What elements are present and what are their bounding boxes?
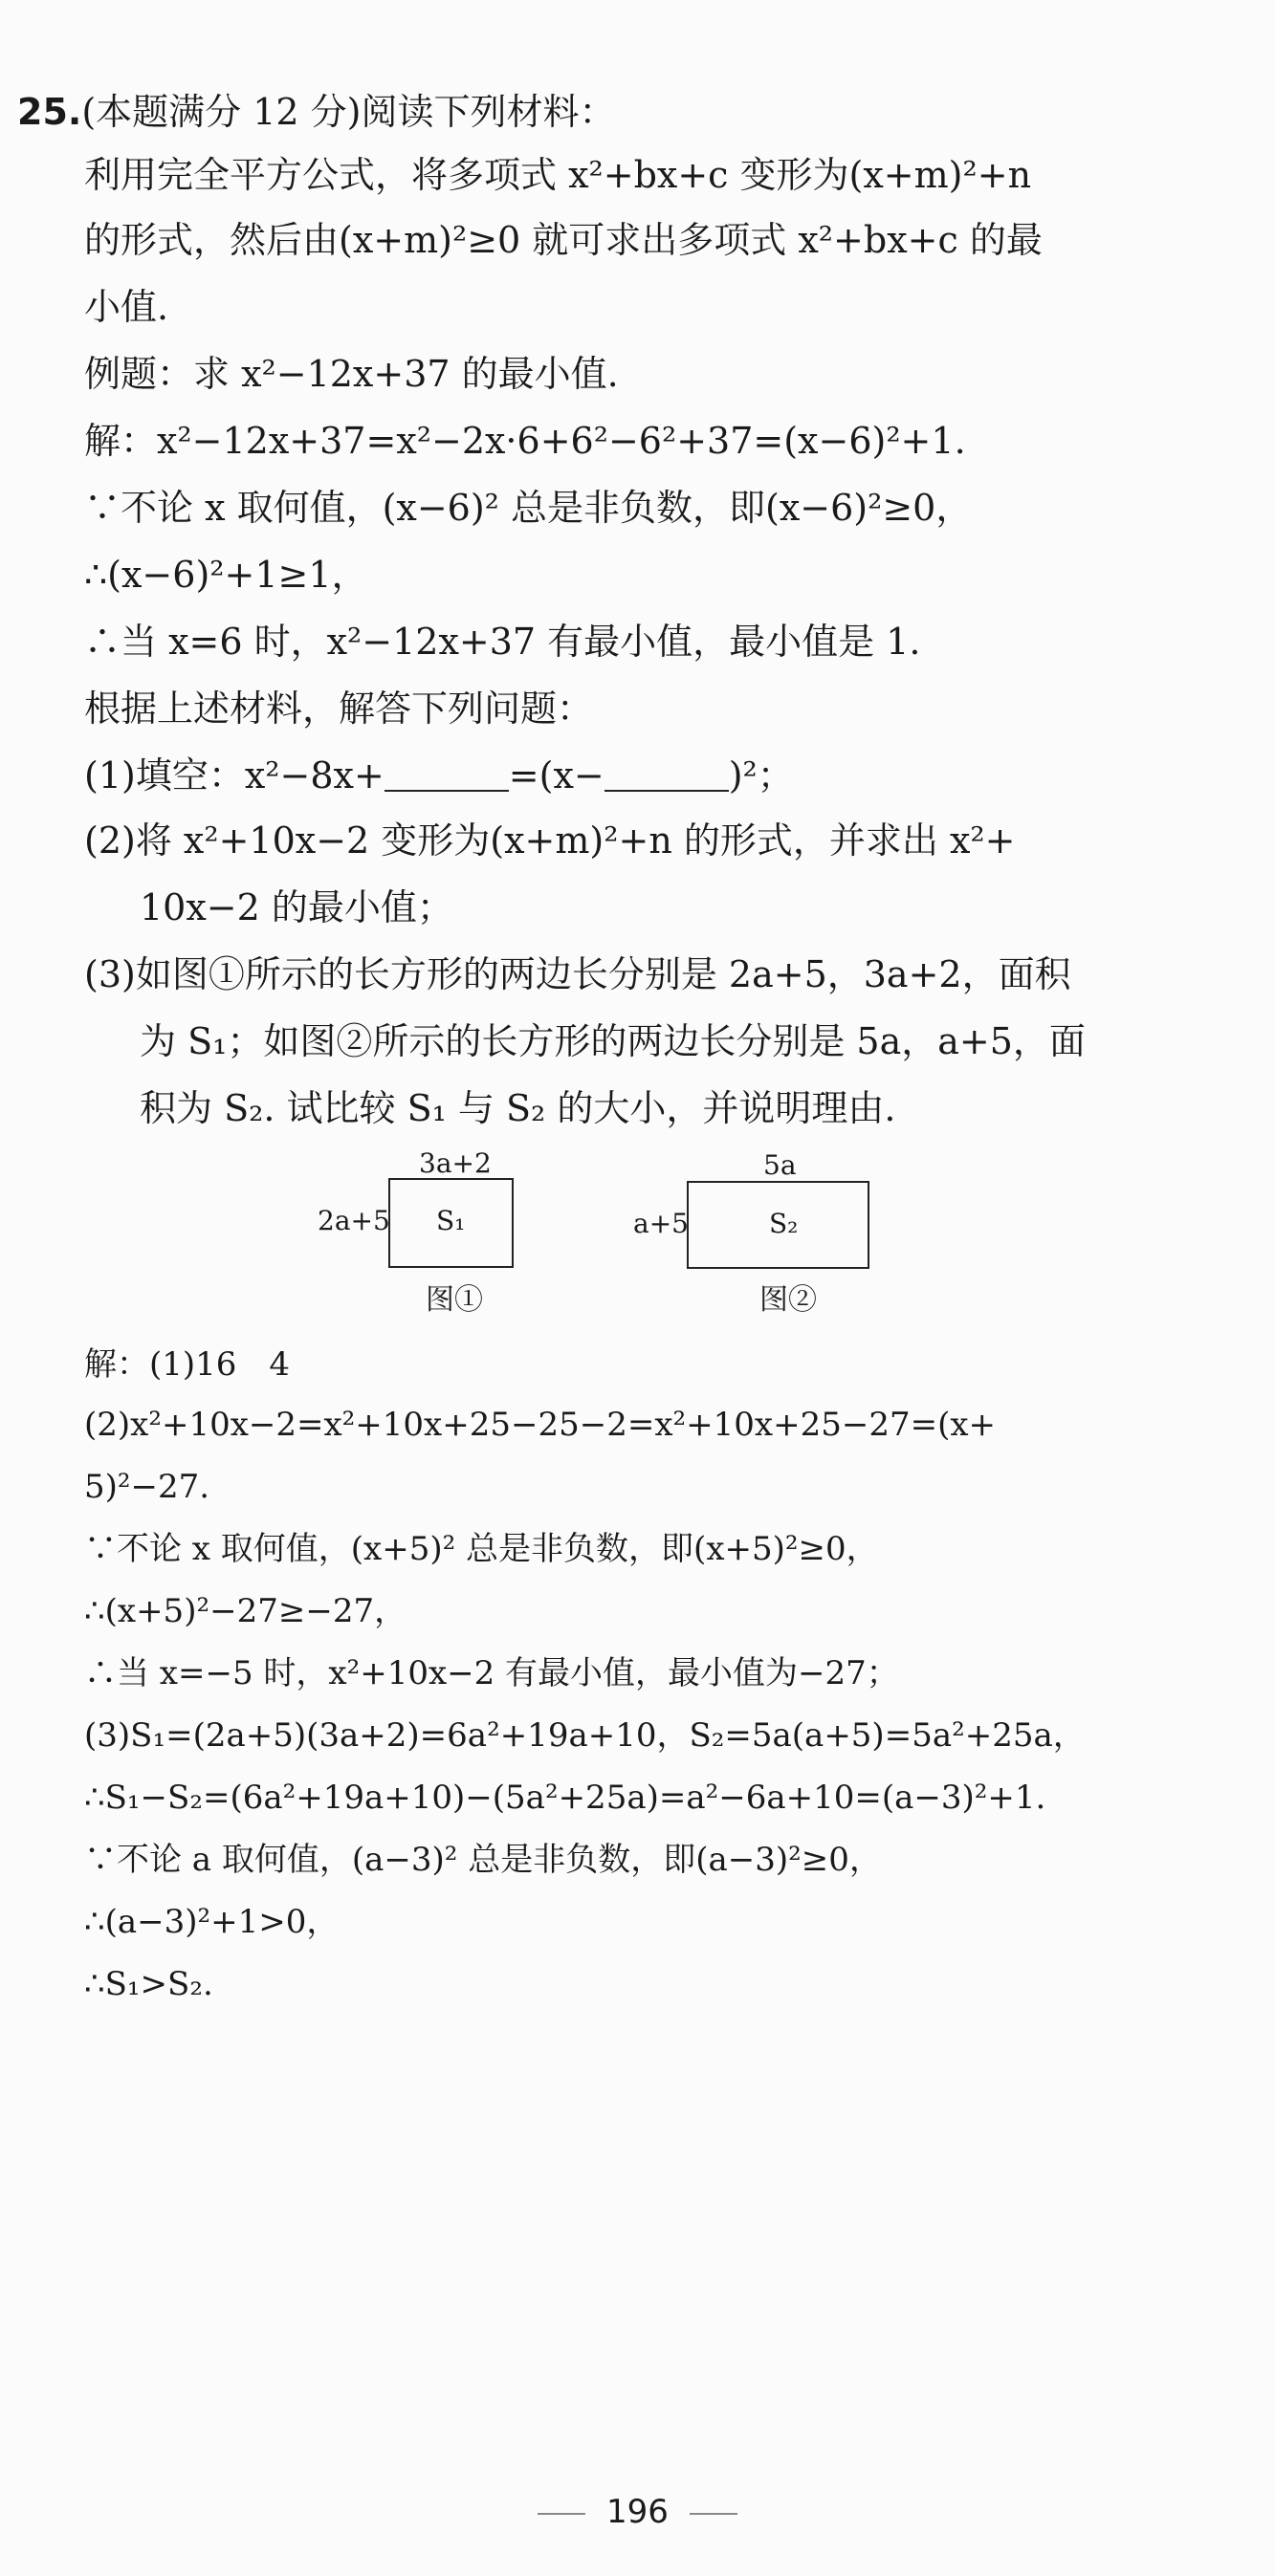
material-line: 根据上述材料，解答下列问题： <box>84 688 594 730</box>
footer-dash <box>538 2513 585 2515</box>
question-1-part-c: )²； <box>728 754 794 797</box>
material-line: 小值. <box>84 286 169 328</box>
material-line: 解：x²−12x+37=x²−2x·6+6²−6²+37=(x−6)²+1. <box>84 420 966 462</box>
question-3-line: 为 S₁；如图②所示的长方形的两边长分别是 5a，a+5，面 <box>140 1020 1086 1062</box>
question-2-line: (2)将 x²+10x−2 变形为(x+m)²+n 的形式，并求出 x²+ <box>84 819 1016 862</box>
solution-line: ∴(a−3)²+1>0， <box>84 1903 340 1941</box>
question-3-line: (3)如图①所示的长方形的两边长分别是 2a+5，3a+2，面积 <box>84 953 1071 995</box>
answer-blank <box>605 761 729 792</box>
figure-2-caption: 图② <box>759 1283 817 1317</box>
solution-line: (3)S₁=(2a+5)(3a+2)=6a²+19a+10，S₂=5a(a+5)=5a²+25a， <box>84 1716 1086 1755</box>
material-line: ∴(x−6)²+1≥1， <box>84 554 368 596</box>
solution-line: ∴S₁>S₂. <box>84 1965 213 2003</box>
material-line: ∵不论 x 取何值，(x−6)² 总是非负数，即(x−6)²≥0， <box>84 487 973 529</box>
solution-line: ∴(x+5)²−27≥−27， <box>84 1592 407 1630</box>
question-2-line: 10x−2 的最小值； <box>140 886 453 928</box>
solution-line: ∴当 x=−5 时，x²+10x−2 有最小值，最小值为−27； <box>84 1654 899 1692</box>
figure-1-side-label: 2a+5 <box>318 1205 390 1236</box>
page-number: 196 <box>606 2493 669 2531</box>
problem-number: 25. <box>17 91 82 133</box>
solution-line: 5)²−27. <box>84 1468 210 1506</box>
figure-2-inner-label: S₂ <box>769 1208 799 1239</box>
page-footer <box>0 2493 1275 2531</box>
problem-header-line <box>17 91 616 133</box>
solution-line: ∴S₁−S₂=(6a²+19a+10)−(5a²+25a)=a²−6a+10=(a−3)²+1. <box>84 1779 1046 1817</box>
solution-line: ∵不论 a 取何值，(a−3)² 总是非负数，即(a−3)²≥0， <box>84 1841 882 1879</box>
footer-dash <box>690 2513 737 2515</box>
question-1-part-b: =(x− <box>508 754 605 797</box>
solution-line: ∵不论 x 取何值，(x+5)² 总是非负数，即(x+5)²≥0， <box>84 1530 879 1568</box>
question-1 <box>84 754 794 797</box>
material-line: ∴当 x=6 时，x²−12x+37 有最小值，最小值是 1. <box>84 621 921 663</box>
figure-1-inner-label: S₁ <box>436 1205 466 1236</box>
figure-2-top-label: 5a <box>763 1149 797 1181</box>
figure-1-caption: 图① <box>426 1283 483 1317</box>
solution-line: (2)x²+10x−2=x²+10x+25−25−2=x²+10x+25−27=(x+ <box>84 1406 996 1444</box>
figure-2-side-label: a+5 <box>633 1208 689 1239</box>
question-1-part-a: (1)填空：x²−8x+ <box>84 754 385 797</box>
material-line: 例题：求 x²−12x+37 的最小值. <box>84 353 619 395</box>
material-line: 的形式，然后由(x+m)²≥0 就可求出多项式 x²+bx+c 的最 <box>84 219 1043 261</box>
figure-1-top-label: 3a+2 <box>419 1147 492 1179</box>
material-line: 利用完全平方公式，将多项式 x²+bx+c 变形为(x+m)²+n <box>84 154 1032 196</box>
answer-blank <box>385 761 509 792</box>
solution-line: 解：(1)16 4 <box>84 1345 291 1384</box>
question-3-line: 积为 S₂. 试比较 S₁ 与 S₂ 的大小，并说明理由. <box>140 1087 896 1129</box>
problem-header: (本题满分 12 分)阅读下列材料： <box>81 91 616 133</box>
